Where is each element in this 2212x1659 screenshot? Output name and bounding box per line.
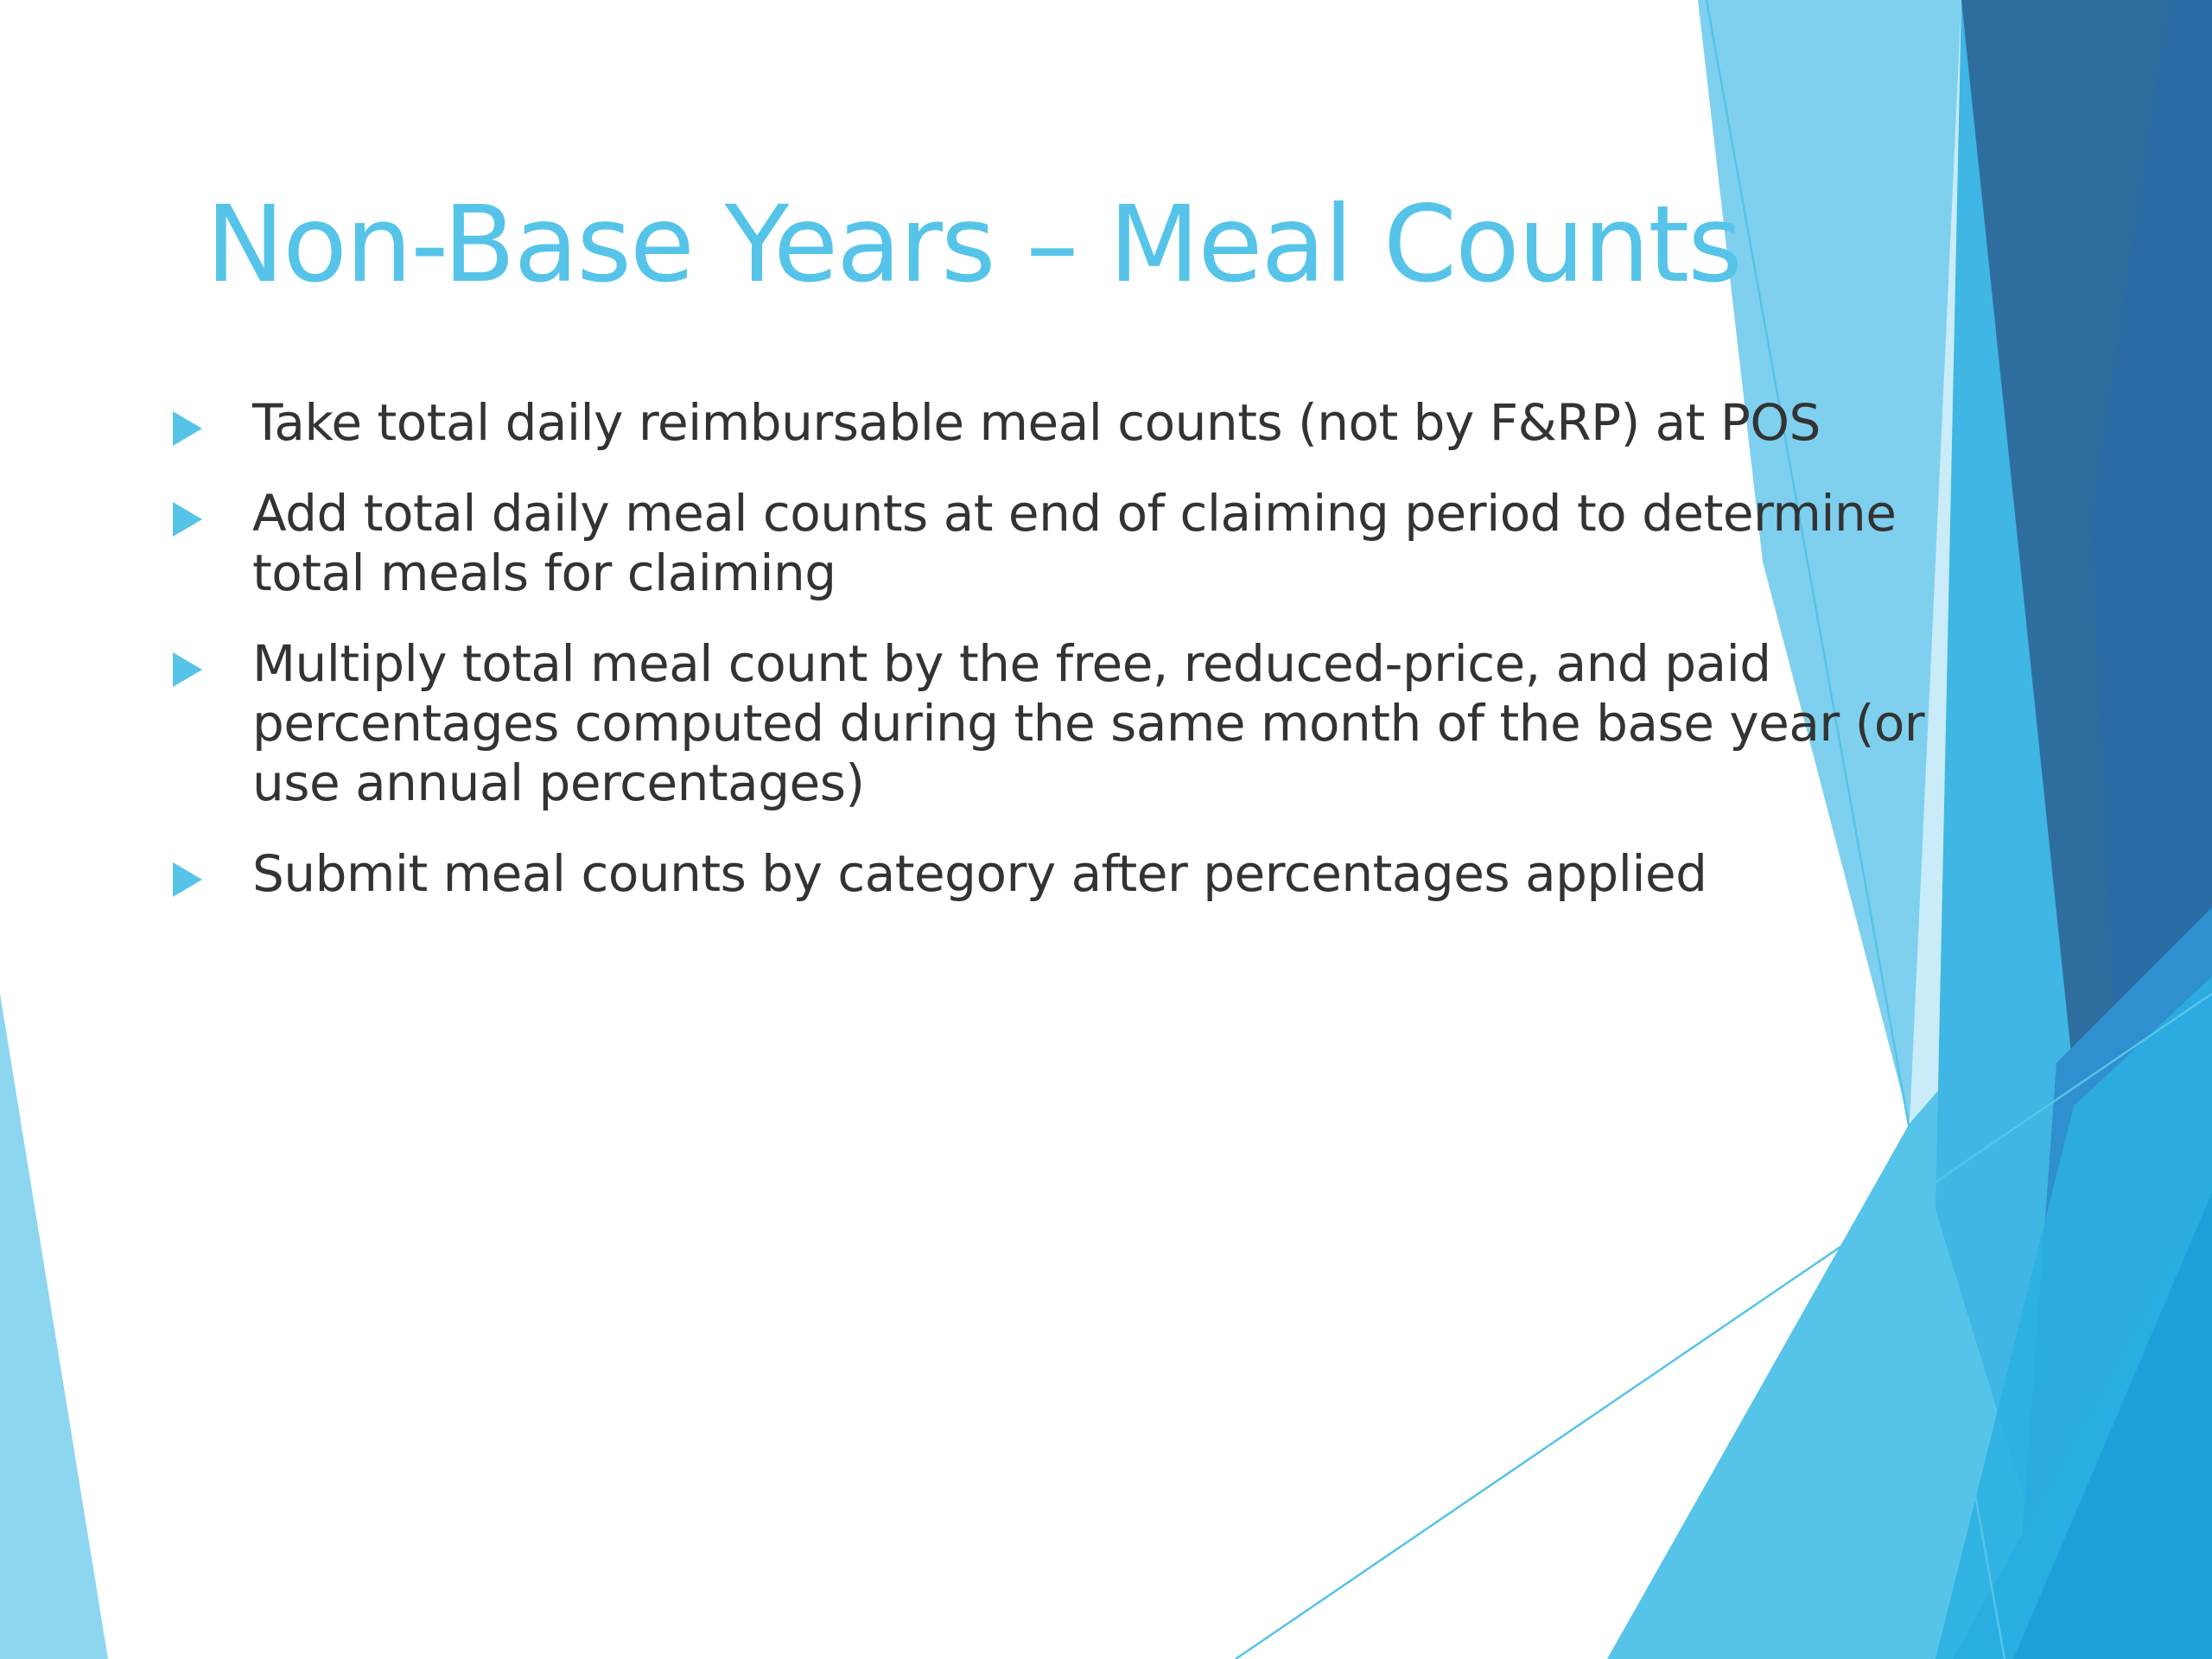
bullet-text: Add total daily meal counts at end of claiming period to determine total meals for claiming — [252, 484, 1897, 602]
bullet-item — [169, 634, 1949, 813]
triangle-right-icon — [173, 862, 202, 897]
bullet-list — [169, 393, 1949, 935]
triangle-right-icon — [173, 652, 202, 687]
triangle-right-icon — [173, 411, 202, 446]
bullet-item — [169, 393, 1949, 453]
triangle-right-icon — [173, 502, 202, 537]
slide-title: Non-Base Years – Meal Counts — [206, 183, 1741, 306]
bullet-text: Take total daily reimbursable meal counts (not by F&RP) at POS — [252, 393, 1821, 452]
bullet-item — [169, 484, 1949, 603]
bullet-text: Submit meal counts by category after percentages applied — [252, 844, 1707, 903]
bullet-item — [169, 844, 1949, 904]
left-accent-shape — [0, 994, 108, 1659]
bullet-text: Multiply total meal count by the free, reduced-price, and paid percentages computed during the same month of the base year (or use annual percentages) — [252, 634, 1925, 812]
